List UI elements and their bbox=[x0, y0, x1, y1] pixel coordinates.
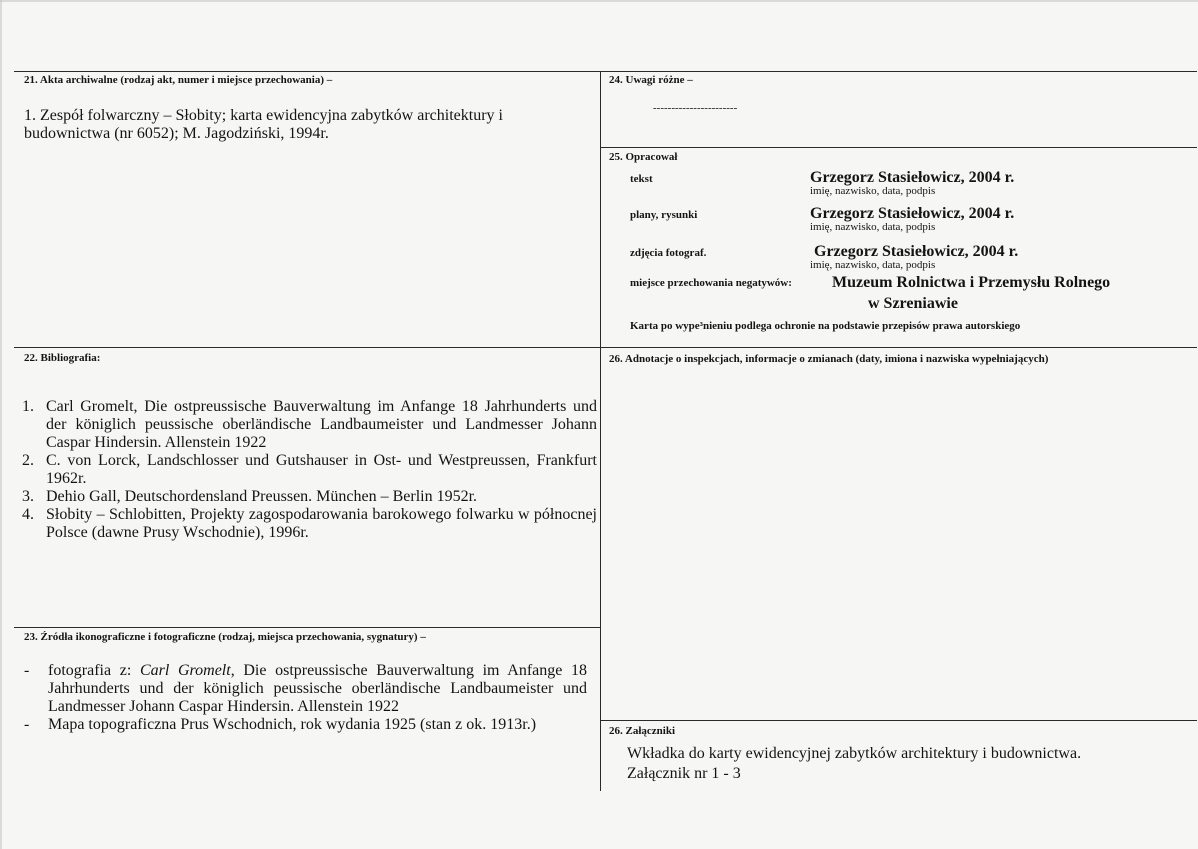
list-item-text: C. von Lorck, Landschlosser und Gutshauser in Ost- und Westpreussen, Frankfurt 1962r. bbox=[46, 452, 597, 487]
attachments-line1: Wkładka do karty ewidencyjnej zabytków architektury i budownictwa. bbox=[627, 745, 1082, 762]
list-item-text: Carl Gromelt, Die ostpreussische Bauverwaltung im Anfange 18 Jahrhunderts und der königlich peussische oberländische Landbaumeister und Landmesser Johann Caspar Hindersin. Allenstein 1922 bbox=[46, 398, 597, 451]
author-caption-photos: imię, nazwisko, data, podpis bbox=[810, 259, 936, 271]
list-item bbox=[22, 452, 597, 488]
list-item bbox=[22, 488, 597, 506]
scan-edge-left bbox=[0, 0, 2, 849]
section-21-text: 1. Zespół folwarczny – Słobity; karta ewidencyjna zabytków architektury i budownictwa (nr 6052); M. Jagodziński, 1994r. bbox=[24, 107, 503, 142]
rule-22-23 bbox=[14, 627, 601, 628]
author-text: Grzegorz Stasiełowicz, 2004 r. bbox=[810, 169, 1015, 186]
attachments-line2: Załącznik nr 1 - 3 bbox=[627, 765, 741, 782]
list-item-text: Słobity – Schlobitten, Projekty zagospodarowania barokowego folwarku w północnej Polsce (dawne Prusy Wschodnie), 1996r. bbox=[46, 506, 597, 541]
rule-21-22 bbox=[14, 347, 1197, 348]
section-26-annotations-header: 26. Adnotacje o inspekcjach, informacje o zmianach (daty, imiona i nazwiska wypełniających) bbox=[609, 353, 1049, 365]
negatives-storage-label: miejsce przechowania negatywów: bbox=[630, 277, 792, 289]
list-item-number: 2. bbox=[22, 452, 34, 469]
list-item bbox=[24, 716, 587, 734]
rule-center-vertical bbox=[600, 71, 601, 791]
rule-top-right bbox=[601, 71, 1197, 72]
list-item bbox=[22, 398, 597, 452]
list-item-number: 3. bbox=[22, 488, 34, 505]
author-caption-plans: imię, nazwisko, data, podpis bbox=[810, 221, 936, 233]
negatives-storage-line2: w Szreniawie bbox=[868, 295, 958, 312]
bibliography-list bbox=[22, 398, 597, 542]
section-21-header: 21. Akta archiwalne (rodzaj akt, numer i miejsce przechowania) – bbox=[24, 74, 333, 86]
role-photos: zdjęcia fotograf. bbox=[630, 247, 707, 259]
section-25-header: 25. Opracował bbox=[609, 151, 678, 163]
list-item-text: Mapa topograficzna Prus Wschodnich, rok wydania 1925 (stan z ok. 1913r.) bbox=[48, 716, 537, 733]
list-item-number: 4. bbox=[22, 506, 34, 523]
list-item-number: 1. bbox=[22, 398, 34, 415]
section-23-header: 23. Źródła ikonograficzne i fotograficzne (rodzaj, miejsca przechowania, sygnatury) – bbox=[24, 631, 426, 643]
rule-24-25 bbox=[601, 147, 1197, 148]
rule-26-attachments bbox=[601, 720, 1197, 721]
list-item-prefix: fotografia z: bbox=[48, 662, 140, 679]
sources-list bbox=[24, 662, 587, 734]
author-caption-text: imię, nazwisko, data, podpis bbox=[810, 185, 936, 197]
list-item-dash: - bbox=[24, 662, 30, 679]
role-plans: plany, rysunki bbox=[630, 209, 698, 221]
section-24-value: ----------------------- bbox=[653, 102, 738, 114]
author-photos: Grzegorz Stasiełowicz, 2004 r. bbox=[814, 243, 1019, 260]
list-item-dash: - bbox=[24, 716, 30, 733]
list-item bbox=[24, 662, 587, 716]
role-text: tekst bbox=[630, 173, 653, 185]
scan-edge-top bbox=[0, 0, 1198, 2]
list-item-text: Dehio Gall, Deutschordensland Preussen. München – Berlin 1952r. bbox=[46, 488, 478, 505]
section-24-header: 24. Uwagi różne – bbox=[609, 74, 693, 86]
section-22-header: 22. Bibliografia: bbox=[24, 352, 101, 364]
negatives-storage-line1: Muzeum Rolnictwa i Przemysłu Rolnego bbox=[832, 274, 1111, 291]
copyright-notice: Karta po wype³nieniu podlega ochronie na podstawie przepisów prawa autorskiego bbox=[630, 320, 1021, 332]
rule-top-left bbox=[14, 71, 601, 72]
author-plans: Grzegorz Stasiełowicz, 2004 r. bbox=[810, 205, 1015, 222]
list-item-author: Carl Gromelt bbox=[139, 662, 231, 679]
section-26-attachments-header: 26. Załączniki bbox=[609, 725, 676, 737]
list-item-text: , Die ostpreussische Bauverwaltung im Anfange 18 Jahrhunderts und der königlich peussische oberländische Landbaumeister und Landmesser Johann Caspar Hindersin. Allenstein 1922 bbox=[48, 662, 588, 715]
list-item bbox=[22, 506, 597, 542]
